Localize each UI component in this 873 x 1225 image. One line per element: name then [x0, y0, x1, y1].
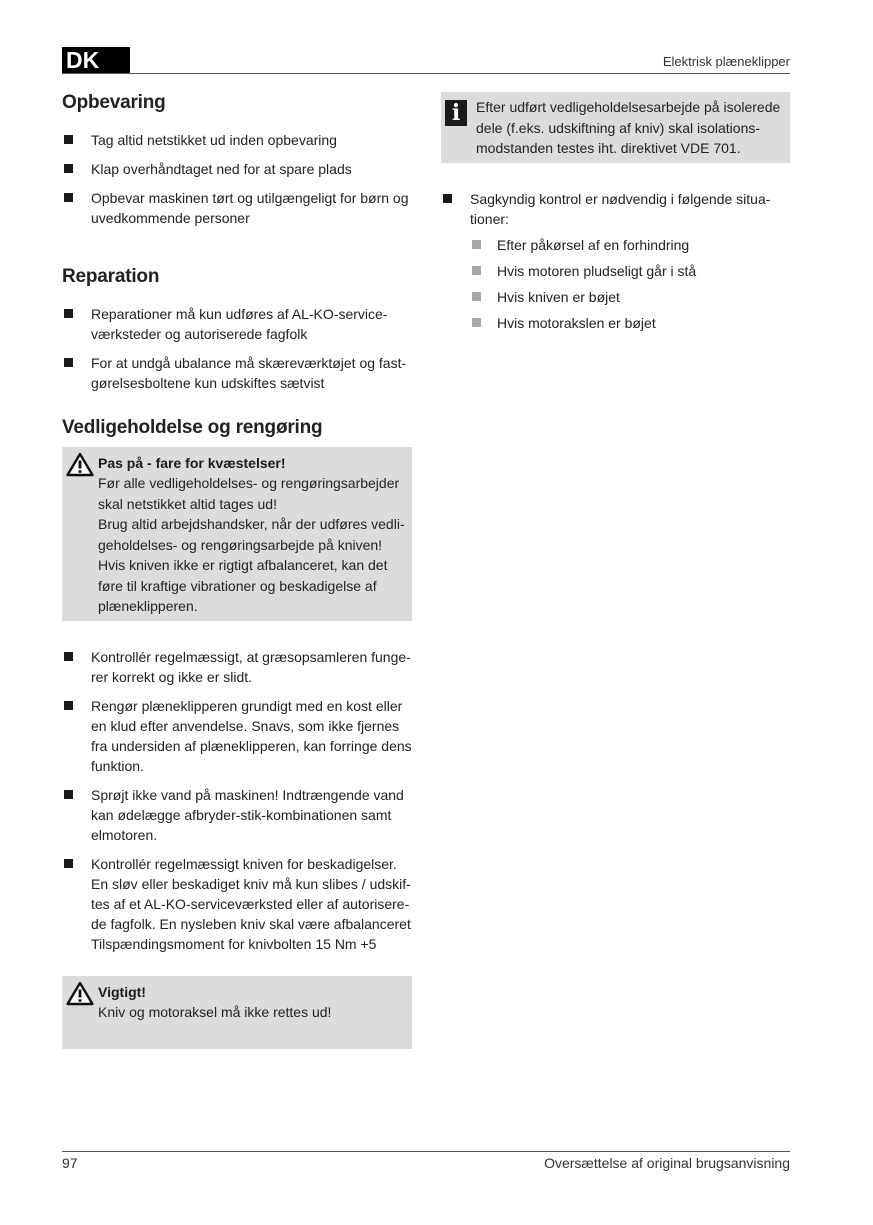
- info-box: [441, 92, 790, 163]
- warning-triangle-icon: [66, 981, 94, 1006]
- list-item: Kontrollér regelmæssigt kniven for beskadigelser. En sløv eller beskadiget kniv må kun slibes / udskif-tes af et AL-KO-serviceværksted eller af autorisere-de fagfolk. En nysleben kniv skal være afbalanceret Tilspændingsmoment for knivbolten 15 Nm +5: [62, 854, 412, 954]
- footer-text: Oversættelse af original brugsanvisning: [544, 1155, 790, 1171]
- list-item: Sprøjt ikke vand på maskinen! Indtrængende vand kan ødelægge afbryder-stik-kombinationen samt elmotoren.: [62, 785, 412, 845]
- right-column: [441, 88, 790, 333]
- storage-heading: Opbevaring: [62, 92, 166, 113]
- list-item: Reparationer må kun udføres af AL-KO-service-værksteder og autoriserede fagfolk: [62, 304, 412, 344]
- list-item: [441, 189, 790, 333]
- injury-warning-box: [62, 447, 412, 621]
- important-title: Vigtigt!: [98, 983, 146, 1000]
- inspection-list: [441, 189, 790, 333]
- warning-paragraph: Hvis kniven ikke er rigtigt afbalanceret, kan det føre til kraftige vibrationer og beskadigelse af plæneklipperen.: [98, 557, 388, 614]
- list-item: Klap overhåndtaget ned for at spare plads: [62, 159, 412, 179]
- list-item: Kontrollér regelmæssigt, at græsopsamleren funge-rer korrekt og ikke er slidt.: [62, 647, 412, 687]
- list-item: Opbevar maskinen tørt og utilgængeligt for børn og uvedkommende personer: [62, 188, 412, 228]
- storage-list: [62, 130, 412, 228]
- list-item: Rengør plæneklipperen grundigt med en kost eller en klud efter anvendelse. Snavs, som ikke fjernes fra undersiden af plæneklipperen, kan forringe dens funktion.: [62, 696, 412, 776]
- warning-title: Pas på - fare for kvæstelser!: [98, 455, 286, 471]
- list-item: For at undgå ubalance må skæreværktøjet og fast-gørelsesboltene kun udskiftes sætvist: [62, 353, 412, 393]
- info-icon: i: [445, 100, 467, 126]
- sub-list-item: Hvis kniven er bøjet: [470, 287, 790, 307]
- sub-list-item: Hvis motoren pludseligt går i stå: [470, 261, 790, 281]
- list-item: Tag altid netstikket ud inden opbevaring: [62, 130, 412, 150]
- header-divider: [62, 73, 790, 74]
- important-notice-box: [62, 976, 412, 1049]
- important-text: Kniv og motoraksel må ikke rettes ud!: [98, 1003, 332, 1020]
- warning-paragraph: Før alle vedligeholdelses- og rengøringsarbejder skal netstikket altid tages ud!: [98, 475, 400, 512]
- warning-paragraph: Brug altid arbejdshandsker, når der udføres vedli-geholdelses- og rengøringsarbejde på kniven!: [98, 516, 405, 553]
- left-column: [62, 88, 412, 1049]
- footer-divider: [62, 1151, 790, 1152]
- repair-heading: Reparation: [62, 266, 160, 287]
- maintenance-list: [62, 647, 412, 954]
- maintenance-heading: Vedligeholdelse og rengøring: [62, 417, 323, 438]
- inspection-sub-list: [470, 235, 790, 333]
- page-number: 97: [62, 1155, 78, 1171]
- language-badge: DK: [62, 47, 130, 74]
- info-text: Efter udført vedligeholdelsesarbejde på isolerede dele (f.eks. udskiftning af kniv) skal isolations-modstanden testes iht. direktivet VDE 701.: [476, 99, 781, 156]
- sub-list-item: Hvis motorakslen er bøjet: [470, 313, 790, 333]
- inspection-text: Sagkyndig kontrol er nødvendig i følgende situa-tioner:: [470, 190, 771, 227]
- repair-list: [62, 304, 412, 393]
- sub-list-item: Efter påkørsel af en forhindring: [470, 235, 790, 255]
- warning-triangle-icon: [66, 452, 94, 477]
- document-title: Elektrisk plæneklipper: [662, 54, 790, 69]
